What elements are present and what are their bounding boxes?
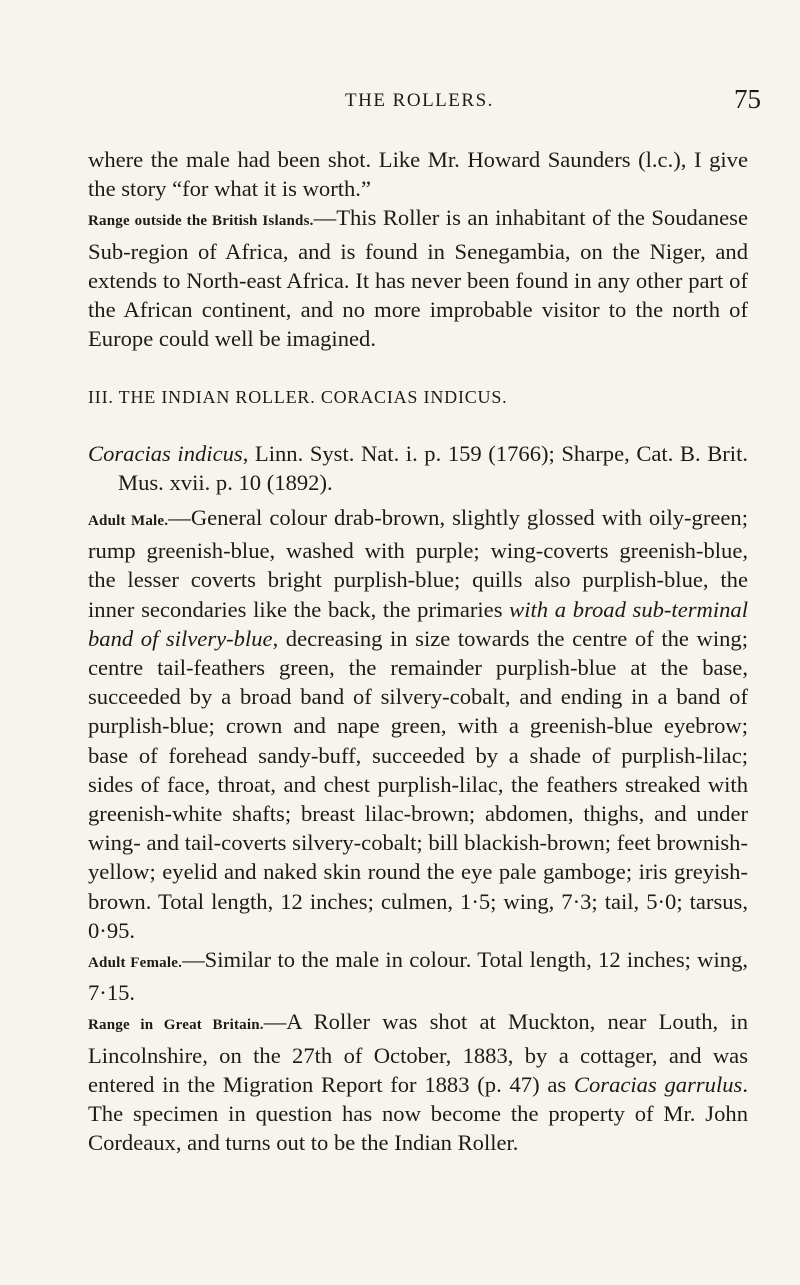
page-body <box>88 145 748 1158</box>
sidehead-range-outside: Range outside the British Islands. <box>88 213 314 230</box>
section-heading: III. THE INDIAN ROLLER. CORACIAS INDICUS. <box>88 387 508 408</box>
range-outside-text: —This Roller is an inhabitant of the Soudanese Sub-region of Africa, and is found in Senegambia, on the Niger, and extends to North-east Africa. It has never been found in any other part of the African continent, and no more improbable visitor to the north of Europe could well be imagined. <box>88 205 748 352</box>
adult-male-text-a: —General colour drab-brown, slightly glossed with oily-green; rump greenish-blue, washed with purple; wing-coverts greenish-blue, the lesser coverts bright purplish-blue; quills also purplish-blue, the inner secondaries like the back, the primaries <box>88 505 748 622</box>
adult-female-text: —Similar to the male in colour. Total length, 12 inches; wing, 7·15. <box>88 947 749 1006</box>
paragraph-continuation: where the male had been shot. Like Mr. Howard Saunders (l.c.), I give the story “for what it is worth.” <box>88 147 748 202</box>
species-reference <box>88 439 748 497</box>
adult-male-text-b: , decreasing in size towards the centre of the wing; centre tail-feathers green, the remainder purplish-blue at the base, succeeded by a broad band of silvery-cobalt, and ending in a band of purplish-blue; crown and nape green, with a greenish-blue eyebrow; base of forehead sandy-buff, succeeded by a shade of purplish-lilac; sides of face, throat, and chest purplish-lilac, the feathers streaked with greenish-white shafts; breast lilac-brown; abdomen, thighs, and under wing- and tail-coverts silvery-cobalt; bill blackish-brown; feet brownish-yellow; eyelid and naked skin round the eye pale gamboge; iris greyish-brown. Total length, 12 inches; culmen, 1·5; wing, 7·3; tail, 5·0; tarsus, 0·95. <box>88 625 748 943</box>
running-head <box>0 84 800 130</box>
reference-citation: , Linn. Syst. Nat. i. p. 159 (1766); Sharpe, Cat. B. Brit. Mus. xvii. p. 10 (1892). <box>118 440 749 495</box>
paragraph-range-outside <box>88 203 748 353</box>
paragraph-adult-male <box>88 503 748 945</box>
sidehead-range-britain: Range in Great Britain. <box>88 1017 264 1034</box>
range-britain-italic: Coracias garrulus <box>573 1071 743 1097</box>
adult-male-italic: with a broad sub-terminal band of silvery-blue <box>88 596 748 651</box>
page-number: 75 <box>734 84 761 114</box>
running-head-title: THE ROLLERS. <box>345 90 494 111</box>
range-britain-text-a: —A Roller was shot at Muckton, near Louth, in Lincolnshire, on the 27th of October, 1883, by a cottager, and was entered in the Migration Report for 1883 (p. 47) as <box>88 1009 749 1097</box>
sidehead-adult-male: Adult Male. <box>88 513 169 530</box>
sidehead-adult-female: Adult Female. <box>88 955 183 972</box>
paragraph-adult-female <box>88 945 748 1007</box>
reference-species-name: Coracias indicus <box>88 440 243 466</box>
range-britain-text-b: . The specimen in question has now become the property of Mr. John Cordeaux, and turns out to be the Indian Roller. <box>88 1071 749 1156</box>
paragraph-range-britain <box>88 1007 748 1157</box>
